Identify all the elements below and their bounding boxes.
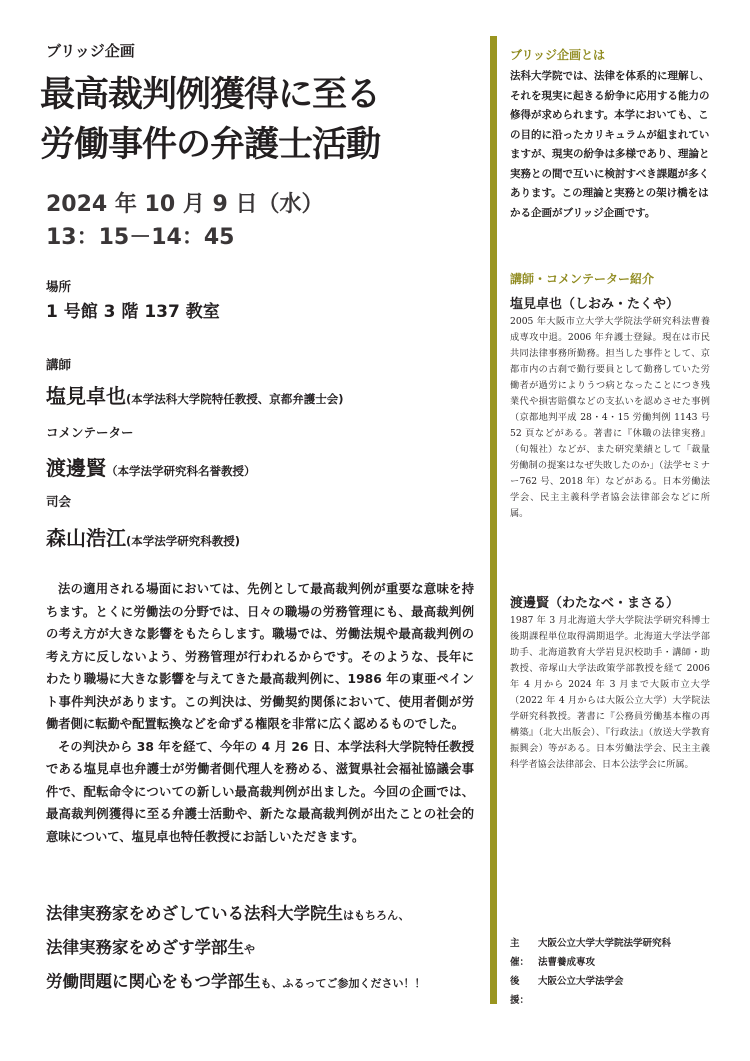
commentator-label: コメンテーター (46, 425, 134, 440)
moderator (46, 522, 240, 551)
commentator-name: 渡邊賢 (46, 456, 106, 480)
description (46, 578, 474, 848)
bio-1-name: 塩見卓也（しおみ・たくや） (510, 297, 680, 312)
event-time: 13：15－14：45 (46, 225, 235, 250)
title-line-2: 労働事件の弁護士活動 (40, 125, 381, 165)
credit-host-line-1: 大阪公立大学大学院法学研究科 (538, 938, 672, 949)
moderator-affiliation: (本学法学研究科教授) (126, 534, 241, 548)
about-heading: ブリッジ企画とは (510, 48, 606, 62)
cta-line-1-tail: はもちろん、 (343, 909, 410, 922)
credit-host (510, 934, 671, 972)
bio-2 (510, 592, 710, 773)
page-title (40, 70, 380, 170)
cta-line-2 (46, 934, 490, 958)
title-line-1: 最高裁判例獲得に至る (40, 75, 381, 115)
bio-1-text: 2005 年大阪市立大学大学院法学研究科法曹養成専攻中退。2006 年弁護士登録。現在は市民共同法律事務所勤務。担当した事件として、京都市内の古刹で勤行要員として勤務していた労働者が過労によりうつ病となったことにつき残業代や損害賠償などの支払いを認めさせた事例（京都地判平成 28・4・15 労働判例 1143 号 52 頁などがある。著書に『休職の法律実務』（旬報社）などが、また研究業績として「裁量労働制の提案はなぜ失敗したのか」（法学セミナー762 号、2018 年）などがある。日本労働法学会、民主主義科学者協会法律部会などに所属。 (510, 316, 710, 519)
cta-line-1-main: 法律実務家をめざしている法科大学院生 (46, 904, 343, 923)
credit-support (510, 972, 671, 1010)
credit-support-value: 大阪公立大学法学会 (538, 976, 624, 987)
place-label: 場所 (46, 279, 72, 294)
credits (510, 934, 671, 1010)
lecturer (46, 380, 344, 409)
place-value: 1 号館 3 階 137 教室 (46, 302, 220, 322)
intro-heading: 講師・コメンテーター紹介 (510, 272, 655, 286)
cta-line-3-tail: も、ふるってご参加ください！！ (260, 977, 426, 990)
moderator-label: 司会 (46, 494, 72, 509)
event-date: 2024 年 10 月 9 日（水） (46, 192, 324, 217)
lecturer-affiliation: (本学法科大学院特任教授、京都弁護士会) (126, 392, 344, 406)
description-paragraph-1: 法の適用される場面においては、先例として最高裁判例が重要な意味を持ちます。とくに労働法の分野では、日々の職場の労務管理にも、最高裁判例の考え方が大きな影響をもたらします。職場では、労働法規や最高裁判例の考え方に反しないよう、労務管理が行われるからです。そのような、長年にわたり職場に大きな影響を与えてきた最高裁判例に、1986 年の東亜ペイント事件判決があります。この判決は、労働契約関係において、使用者側が労働者側に転勤や配置転換などを命ずる権限を非常に広く認めるものでした。 (46, 582, 474, 731)
cta-line-3 (46, 968, 490, 992)
credit-support-key: 後援： (510, 976, 530, 1006)
description-paragraph-2: その判決から 38 年を経て、今年の 4 月 26 日、本学法科大学院特任教授である塩見卓也弁護士が労働者側代理人を務める、滋賀県社会福祉協議会事件で、配転命令についての新しい最高裁判例が出ました。今回の企画では、最高裁判例獲得に至る弁護士活動や、新たな最高裁判例が出たことの社会的意味について、塩見卓也特任教授にお話しいただきます。 (46, 739, 474, 844)
lecturer-name: 塩見卓也 (46, 384, 126, 408)
cta-line-2-main: 法律実務家をめざす学部生 (46, 938, 244, 957)
moderator-name: 森山浩江 (46, 526, 126, 550)
commentator (46, 452, 256, 481)
credit-host-key: 主催： (510, 938, 530, 968)
cta-line-1 (46, 900, 490, 924)
about-section (510, 46, 710, 223)
column-divider (490, 36, 497, 1004)
bio-2-name: 渡邊賢（わたなべ・まさる） (510, 596, 680, 611)
credit-host-line-2: 法曹養成専攻 (538, 957, 596, 968)
bio-2-text: 1987 年 3 月北海道大学大学院法学研究科博士後期課程単位取得満期退学。北海道大学法学部助手、北海道教育大学岩見沢校助手・講師・助教授、帝塚山大学法政策学部教授を経て 2006 年 4 月から 2024 年 3 月まで大阪市立大学（2022 年 4 月からは大阪公立大学）大学院法学研究科教授。著書に『公務員労働基本権の再構築』（北大出版会）、『行政法』（放送大学教育振興会）等がある。日本労働法学会、民主主義科学者協会法律部会、日本公法学会に所属。 (510, 615, 710, 770)
intro-section (510, 270, 710, 522)
cta-line-2-tail: や (244, 943, 255, 956)
cta-line-3-main: 労働問題に関心をもつ学部生 (46, 972, 261, 991)
kicker-label: ブリッジ企画 (46, 42, 135, 60)
about-text: 法科大学院では、法律を体系的に理解し、それを現実に起きる紛争に応用する能力の修得が求められます。本学においても、この目的に沿ったカリキュラムが組まれていますが、現実の紛争は多様であり、理論と実務との間で互いに検討すべき課題が多くあります。この理論と実務との架け橋をはかる企画がブリッジ企画です。 (510, 70, 710, 219)
commentator-affiliation: （本学法学研究科名誉教授） (106, 464, 256, 478)
credit-host-value (538, 934, 671, 972)
lecturer-label: 講師 (46, 357, 72, 372)
event-datetime (46, 188, 323, 254)
